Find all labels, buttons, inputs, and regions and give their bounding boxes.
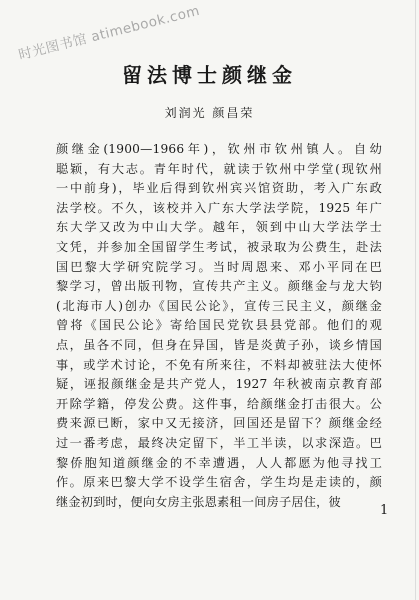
body-line: 一中前身)，毕业后得到钦州宾兴馆资助，考入广东政: [56, 181, 382, 196]
body-line: 法学校。不久，该校并入广东大学法学院，1925 年广: [56, 200, 382, 215]
article-title: 留法博士颜继金: [122, 63, 297, 87]
body-line: 点，虽各不同，但身在异国，皆是炎黄子孙，谈乡情国: [56, 337, 382, 352]
page-number: 1: [380, 503, 389, 518]
body-line: 东大学又改为中山大学。越年，领到中山大学法学士: [56, 220, 382, 235]
article-body: [56, 140, 382, 512]
body-line: 曾将《国民公论》寄给国民党钦县县党部。他们的观: [56, 318, 382, 333]
body-line: 颜继金(1900—1966年)，钦州市钦州镇人。自幼: [56, 142, 382, 156]
body-line: 疑，诬报颜继金是共产党人，1927 年秋被南京教育部: [56, 377, 382, 392]
body-line: 国巴黎大学研究院学习。当时周恩来、邓小平同在巴: [56, 259, 382, 274]
body-line: 作。原来巴黎大学不设学生宿舍，学生均是走读的，颜: [56, 475, 382, 490]
body-line: 聪颖，有大志。青年时代，就读于钦州中学堂(现钦州: [56, 161, 382, 176]
body-line: 事，或学术讨论，不免有所来往，不料却被驻法大使怀: [56, 357, 382, 372]
body-line: 黎学习，曾出版刊物，宣传共产主义。颜继金与龙大钧: [56, 279, 382, 294]
body-line: 开除学籍，停发公费。这件事，给颜继金打击很大。公: [56, 396, 382, 411]
body-line: 费来源已断，家中又无接济，回国还是留下？颜继金经: [56, 416, 382, 431]
watermark: 时光图书馆 atimebook.com: [16, 2, 202, 64]
article-authors: 刘润光 颜昌荣: [164, 106, 255, 120]
page-edge-shadow: [415, 0, 416, 600]
body-line: 黎侨胞知道颜继金的不幸遭遇，人人都愿为他寻找工: [56, 455, 382, 470]
body-line: 继金初到时，便向女房主张恩素租一间房子居住，彼: [56, 494, 341, 509]
body-line: (北海市人)创办《国民公论》，宣传三民主义，颜继金: [56, 298, 382, 313]
body-line: 过一番考虑，最终决定留下，半工半读，以求深造。巴: [56, 435, 382, 450]
body-line: 文凭，并参加全国留学生考试，被录取为公费生，赴法: [56, 239, 382, 254]
